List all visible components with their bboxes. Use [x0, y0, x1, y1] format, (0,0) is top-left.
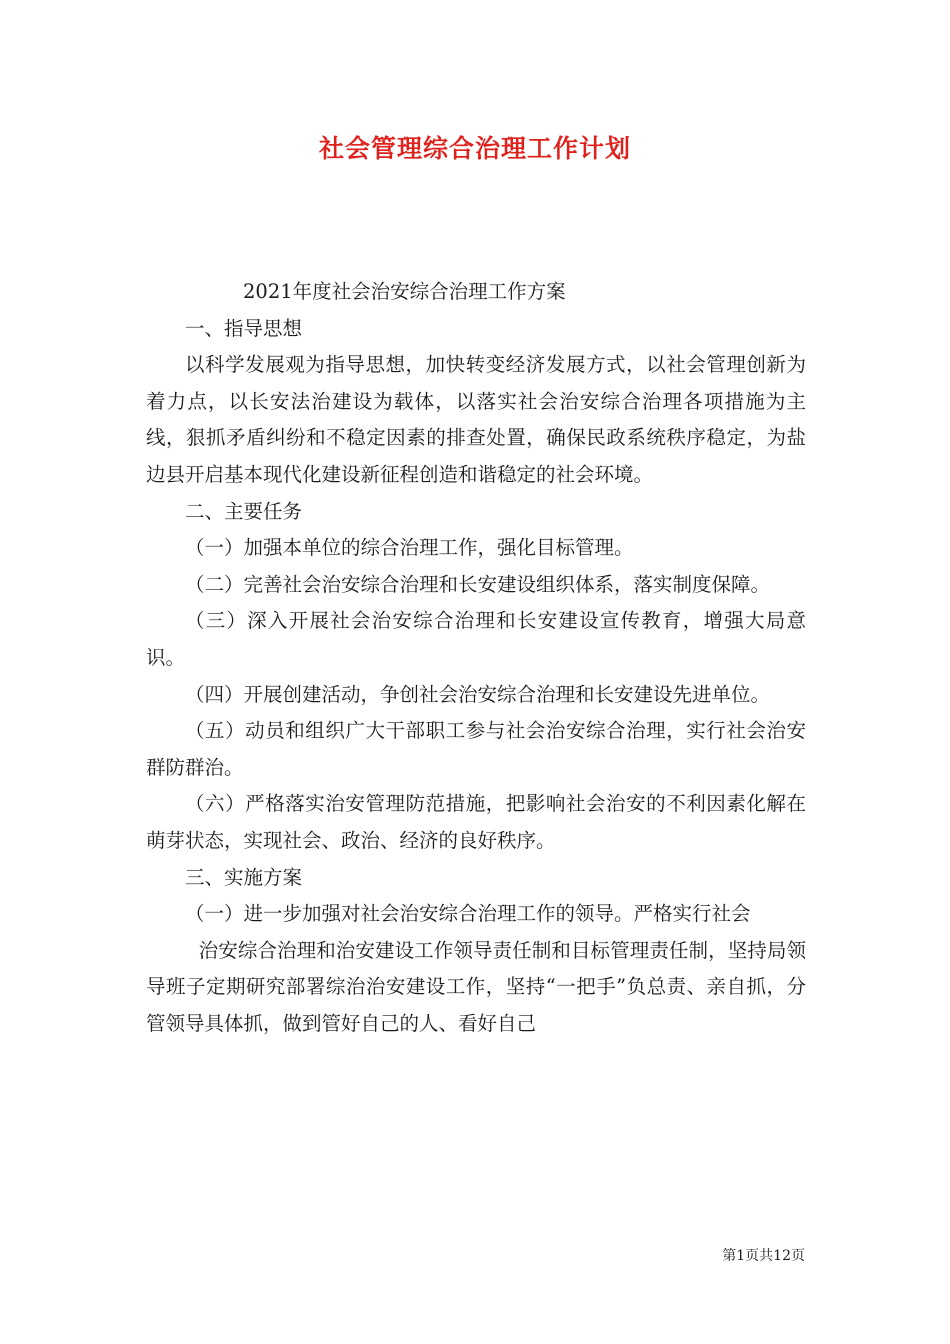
- paragraph-guiding-ideology: 以科学发展观为指导思想，加快转变经济发展方式，以社会管理创新为着力点，以长安法治建设为载体，以落实社会治安综合治理各项措施为主线，狠抓矛盾纠纷和不稳定因素的排查处置，确保民政系统秩序稳定，为盐边县开启基本现代化建设新征程创造和谐稳定的社会环境。: [146, 353, 806, 486]
- page-number-footer: 第1页共12页: [722, 1248, 805, 1264]
- implementation-item-1: （一）进一步加强对社会治安综合治理工作的领导。严格实行社会: [185, 902, 751, 926]
- task-item-4: （四）开展创建活动，争创社会治安综合治理和长安建设先进单位。: [185, 682, 771, 706]
- section-heading-main-tasks: 二、主要任务: [185, 499, 303, 523]
- task-item-2: （二）完善社会治安综合治理和长安建设组织体系，落实制度保障。: [185, 572, 771, 596]
- task-item-1: （一）加强本单位的综合治理工作，强化目标管理。: [185, 536, 634, 560]
- implementation-continuation: 治安综合治理和治安建设工作领导责任制和目标管理责任制，坚持局领导班子定期研究部署综治治安建设工作，坚持“一把手”负总责、亲自抓，分管领导具体抓，做到管好自己的人、看好自己: [146, 938, 806, 1035]
- document-body: [146, 274, 806, 1042]
- document-subtitle: 2021年度社会治安综合治理工作方案: [243, 280, 566, 303]
- section-heading-guiding-ideology: 一、指导思想: [185, 316, 303, 340]
- section-heading-implementation: 三、实施方案: [185, 865, 303, 889]
- task-item-6: （六）严格落实治安管理防范措施，把影响社会治安的不利因素化解在萌芽状态，实现社会、政治、经济的良好秩序。: [146, 792, 806, 852]
- task-item-5: （五）动员和组织广大干部职工参与社会治安综合治理，实行社会治安群防群治。: [146, 719, 806, 779]
- document-title: 社会管理综合治理工作计划: [318, 134, 631, 163]
- task-item-3: （三）深入开展社会治安综合治理和长安建设宣传教育，增强大局意识。: [146, 609, 806, 669]
